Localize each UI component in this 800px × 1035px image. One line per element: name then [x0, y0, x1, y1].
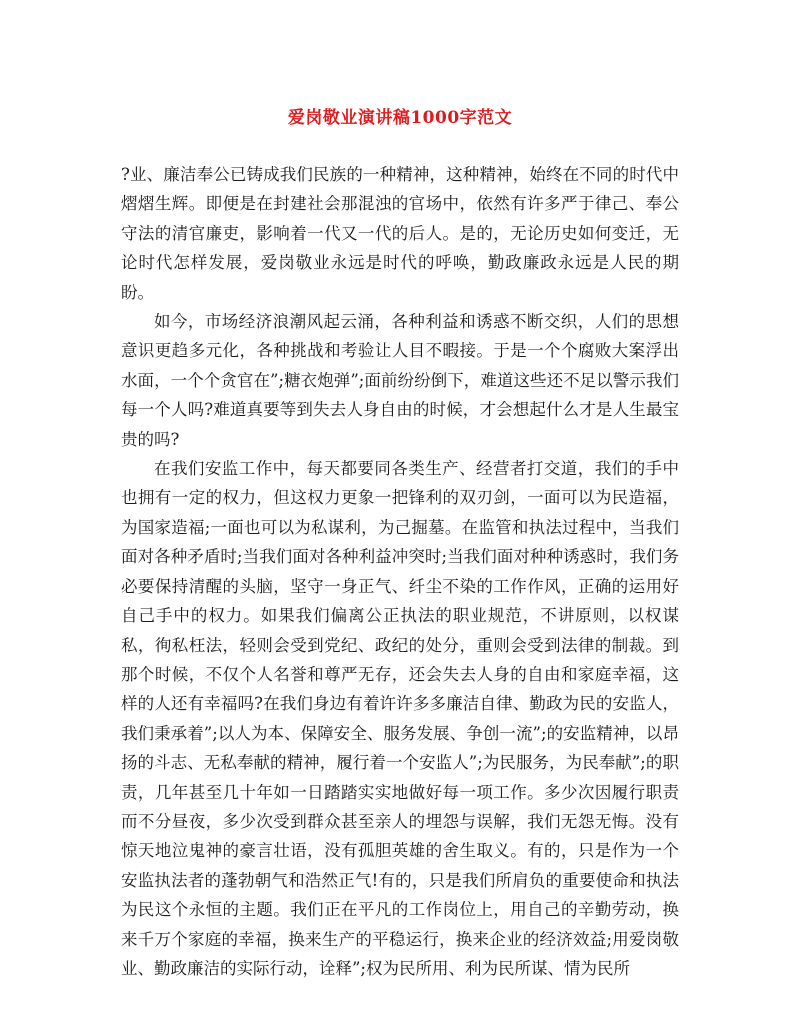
document-body — [121, 160, 679, 983]
document-title: 爱岗敬业演讲稿1000字范文 — [287, 108, 513, 128]
paragraph-3: 在我们安监工作中，每天都要同各类生产、经营者打交道，我们的手中也拥有一定的权力，但这权力更象一把锋利的双刃剑，一面可以为民造福，为国家造福;一面也可以为私谋利，为己掘墓。在监管和执法过程中，当我们面对各种矛盾时;当我们面对各种利益冲突时;当我们面对种种诱惑时，我们务必要保持清醒的头脑，坚守一身正气、纤尘不染的工作作风，正确的运用好自己手中的权力。如果我们偏离公正执法的职业规范，不讲原则，以权谋私，徇私枉法，轻则会受到党纪、政纪的处分，重则会受到法律的制裁。到那个时候，不仅个人名誉和尊严无存，还会失去人身的自由和家庭幸福，这样的人还有幸福吗?在我们身边有着许许多多廉洁自律、勤政为民的安监人，我们秉承着”;以人为本、保障安全、服务发展、争创一流”;的安监精神，以昂扬的斗志、无私奉献的精神，履行着一个安监人”;为民服务，为民奉献”;的职责，几年甚至几十年如一日踏踏实实地做好每一项工作。多少次因履行职责而不分昼夜，多少次受到群众甚至亲人的埋怨与误解，我们无怨无悔。没有惊天地泣鬼神的豪言壮语，没有孤胆英雄的舍生取义。有的，只是作为一个安监执法者的蓬勃朝气和浩然正气!有的，只是我们所肩负的重要使命和执法为民这个永恒的主题。我们正在平凡的工作岗位上，用自己的辛勤劳动，换来千万个家庭的幸福，换来生产的平稳运行，换来企业的经济效益;用爱岗敬业、勤政廉洁的实际行动，诠释”;权为民所用、利为民所谋、情为民所 — [121, 459, 679, 978]
paragraph-2: 如今，市场经济浪潮风起云涌，各种利益和诱惑不断交织，人们的思想意识更趋多元化，各种挑战和考验让人目不暇接。于是一个个腐败大案浮出水面，一个个贪官在”;糖衣炮弹”;面前纷纷倒下，难道这些还不足以警示我们每一个人吗?难道真要等到失去人身自由的时候，才会想起什么才是人生最宝贵的吗? — [121, 312, 679, 449]
paragraph-1: ?业、廉洁奉公已铸成我们民族的一种精神，这种精神，始终在不同的时代中熠熠生辉。即便是在封建社会那混浊的官场中，依然有许多严于律己、奉公守法的清官廉吏，影响着一代又一代的后人。是的，无论历史如何变迁，无论时代怎样发展，爱岗敬业永远是时代的呼唤，勤政廉政永远是人民的期盼。 — [121, 165, 679, 302]
